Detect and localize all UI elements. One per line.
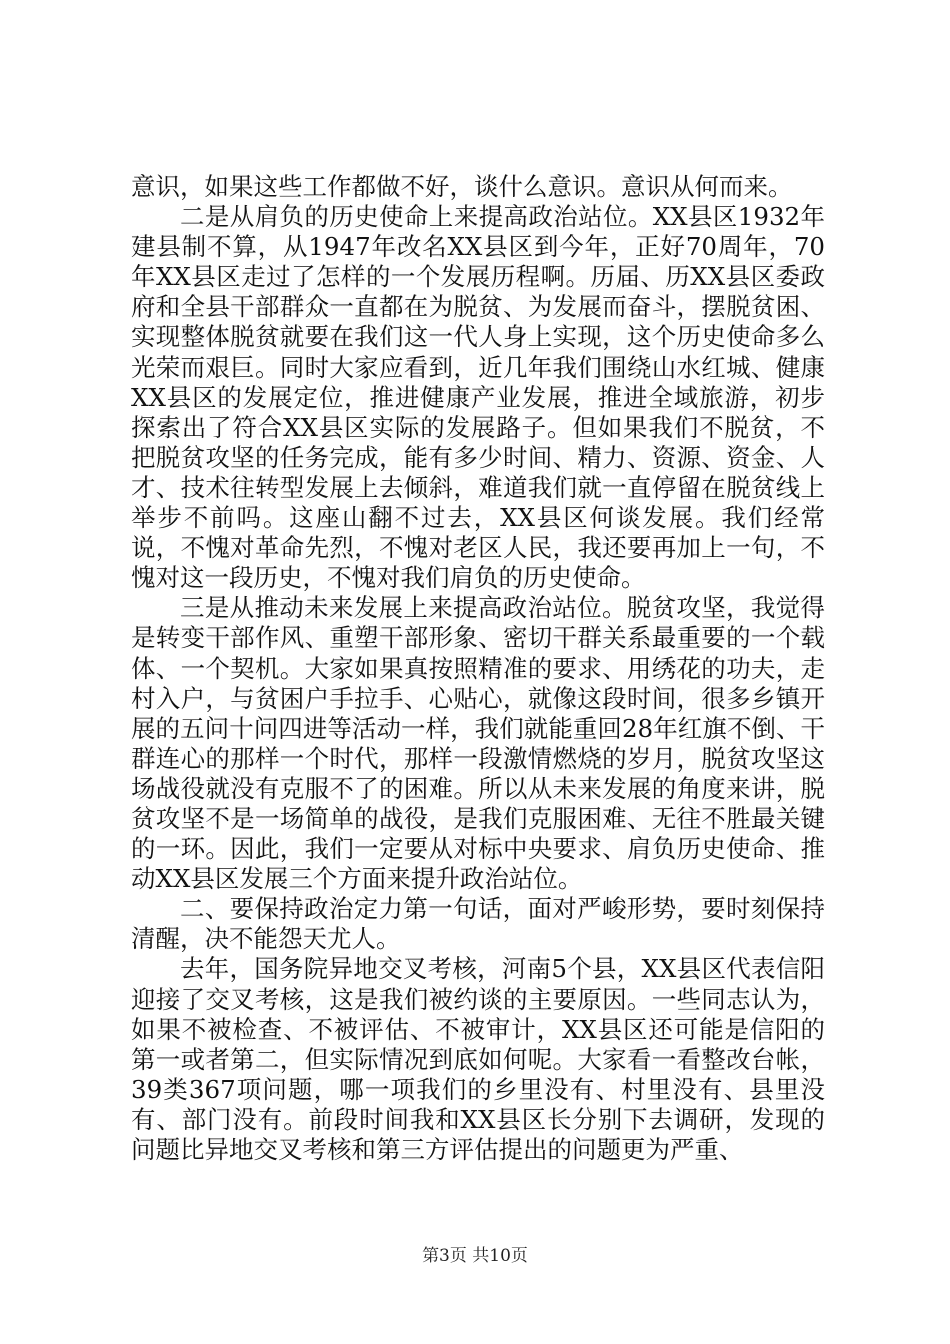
- paragraph-5: 去年，国务院异地交叉考核，河南5个县，XX县区代表信阳迎接了交叉考核，这是我们被约谈的主要原因。一些同志认为，如果不被检查、不被评估、不被审计，XX县区还可能是信阳的第一或者第二，但实际情况到底如何呢。大家看一看整改台帐，39类367项问题，哪一项我们的乡里没有、村里没有、县里没有、部门没有。前段时间我和XX县区长分别下去调研，发现的问题比异地交叉考核和第三方评估提出的问题更为严重、: [131, 954, 825, 1164]
- paragraph-4: 二、要保持政治定力第一句话，面对严峻形势，要时刻保持清醒，决不能怨天尤人。: [131, 894, 825, 954]
- paragraph-2: 二是从肩负的历史使命上来提高政治站位。XX县区1932年建县制不算，从1947年改名XX县区到今年，正好70周年，70年XX县区走过了怎样的一个发展历程啊。历届、历XX县区委政府和全县干部群众一直都在为脱贫、为发展而奋斗，摆脱贫困、实现整体脱贫就要在我们这一代人身上实现，这个历史使命多么光荣而艰巨。同时大家应看到，近几年我们围绕山水红城、健康XX县区的发展定位，推进健康产业发展，推进全域旅游，初步探索出了符合XX县区实际的发展路子。但如果我们不脱贫，不把脱贫攻坚的任务完成，能有多少时间、精力、资源、资金、人才、技术往转型发展上去倾斜，难道我们就一直停留在脱贫线上举步不前吗。这座山翻不过去，XX县区何谈发展。我们经常说，不愧对革命先烈，不愧对老区人民，我还要再加上一句，不愧对这一段历史，不愧对我们肩负的历史使命。: [131, 202, 825, 593]
- page-footer: 第3页 共10页: [422, 1246, 528, 1266]
- paragraph-3: 三是从推动未来发展上来提高政治站位。脱贫攻坚，我觉得是转变干部作风、重塑干部形象、密切干群关系最重要的一个载体、一个契机。大家如果真按照精准的要求、用绣花的功夫，走村入户，与贫困户手拉手、心贴心，就像这段时间，很多乡镇开展的五问十问四进等活动一样，我们就能重回28年红旗不倒、干群连心的那样一个时代，那样一段激情燃烧的岁月，脱贫攻坚这场战役就没有克服不了的困难。所以从未来发展的角度来讲，脱贫攻坚不是一场简单的战役，是我们克服困难、无往不胜最关键的一环。因此，我们一定要从对标中央要求、肩负历史使命、推动XX县区发展三个方面来提升政治站位。: [131, 593, 825, 894]
- paragraph-1: 意识，如果这些工作都做不好，谈什么意识。意识从何而来。: [131, 172, 793, 201]
- document-body: [131, 172, 825, 1165]
